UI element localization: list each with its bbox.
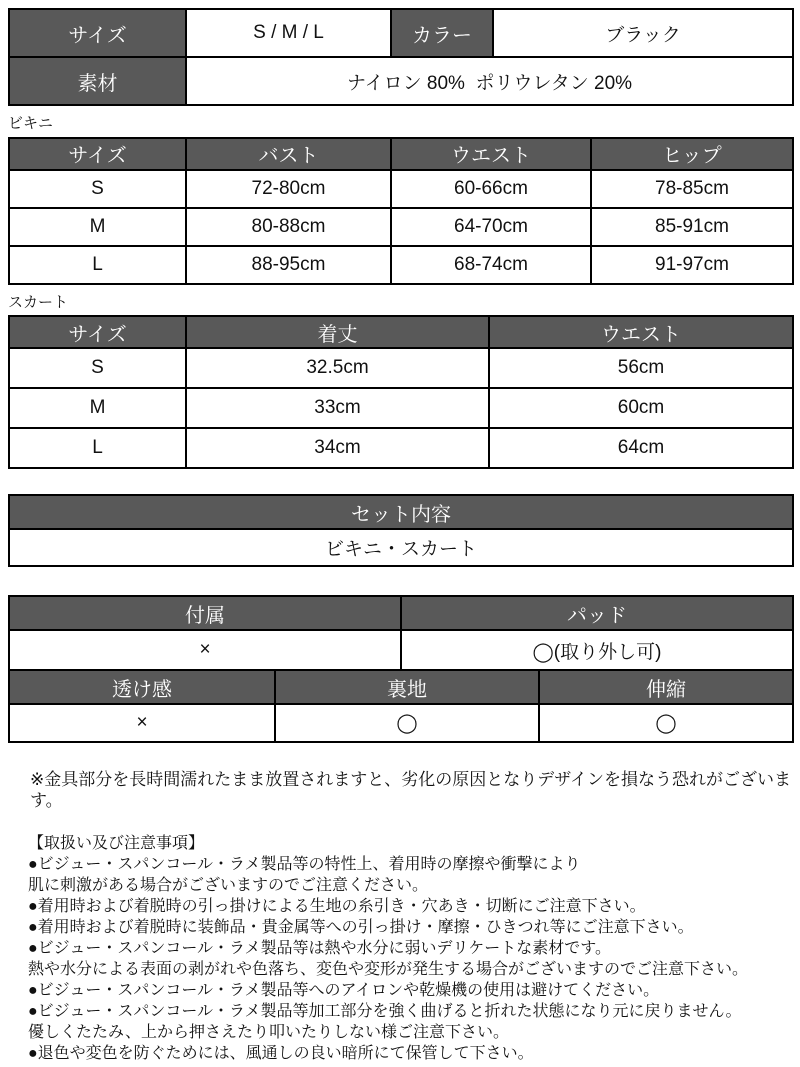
handling-note-line: 熱や水分による表面の剥がれや色落ち、変色や変形が発生する場合がございますのでご注意下さい。 [28,960,749,978]
table-cell: S [9,170,186,208]
spec-table [8,8,794,106]
accessory-value-cell: × [9,630,401,670]
handling-note-line: ●ビジュー・スパンコール・ラメ製品等は熱や水分に弱いデリケートな素材です。 [28,939,611,957]
accessory-pad-header-row [9,596,793,630]
table-cell: 88-95cm [186,246,391,284]
handling-notes-title: 【取扱い及び注意事項】 [28,834,205,852]
pad-header-cell: パッド [401,596,793,630]
table-cell: 32.5cm [186,348,489,388]
pad-value-cell: ◯(取り外し可) [401,630,793,670]
bikini-size-table [8,137,794,285]
color-header-cell: カラー [391,9,493,57]
table-cell: 85-91cm [591,208,793,246]
table-cell: 91-97cm [591,246,793,284]
skirt-size-table [8,315,794,469]
bikini-row-s [9,170,793,208]
skirt-row-s [9,348,793,388]
accessory-pad-value-row [9,630,793,670]
handling-note-line: ●着用時および着脱時の引っ掛けによる生地の糸引き・穴あき・切断にご注意下さい。 [28,897,646,915]
skirt-row-m [9,388,793,428]
table-cell: 60-66cm [391,170,591,208]
stretch-value-cell: ◯ [539,704,793,742]
bikini-header-row [9,138,793,170]
bikini-row-l [9,246,793,284]
accessory-pad-table [8,595,794,671]
table-header-cell: 着丈 [186,316,489,348]
table-header-cell: ウエスト [391,138,591,170]
table-cell: 72-80cm [186,170,391,208]
spec-row-material [9,57,793,105]
set-contents-value-row [9,529,793,566]
bikini-section-label: ビキニ [8,115,54,132]
size-header-cell: サイズ [9,9,186,57]
table-cell: 78-85cm [591,170,793,208]
set-contents-header-row [9,495,793,529]
handling-note-line: ●退色や変色を防ぐためには、風通しの良い暗所にて保管して下さい。 [28,1044,534,1062]
table-cell: M [9,208,186,246]
material-value-cell: ナイロン 80% ポリウレタン 20% [186,57,793,105]
table-cell: M [9,388,186,428]
table-cell: 60cm [489,388,793,428]
material-header-cell: 素材 [9,57,186,105]
table-cell: 33cm [186,388,489,428]
table-cell: 68-74cm [391,246,591,284]
table-header-cell: ヒップ [591,138,793,170]
table-cell: 64-70cm [391,208,591,246]
accessory-header-cell: 付属 [9,596,401,630]
handling-notes-list [28,854,788,1064]
skirt-row-l [9,428,793,468]
table-cell: 80-88cm [186,208,391,246]
set-contents-value-cell: ビキニ・スカート [9,529,793,566]
table-header-cell: サイズ [9,138,186,170]
handling-note-line: ●ビジュー・スパンコール・ラメ製品等加工部分を強く曲げると折れた状態になり元に戻りません。 [28,1002,742,1020]
lining-header-cell: 裏地 [275,670,539,704]
skirt-section-label: スカート [8,293,69,311]
handling-note-line: 肌に刺激がある場合がございますのでご注意ください。 [28,876,429,894]
set-contents-header-cell: セット内容 [9,495,793,529]
sheerness-value-row [9,704,793,742]
handling-note-line: ●着用時および着脱時に装飾品・貴金属等への引っ掛け・摩擦・ひきつれ等にご注意下さい。 [28,918,694,936]
color-value-cell: ブラック [493,9,793,57]
metal-parts-warning: ※金具部分を長時間濡れたまま放置されますと、劣化の原因となりデザインを損なう恐れがございます。 [30,770,792,811]
handling-note-line: ●ビジュー・スパンコール・ラメ製品等の特性上、着用時の摩擦や衝撃により [28,855,581,873]
size-value-cell: S / M / L [186,9,391,57]
handling-note-line: ●ビジュー・スパンコール・ラメ製品等へのアイロンや乾燥機の使用は避けてください。 [28,981,660,999]
lining-value-cell: ◯ [275,704,539,742]
stretch-header-cell: 伸縮 [539,670,793,704]
bikini-row-m [9,208,793,246]
sheerness-lining-stretch-table [8,669,794,743]
sheerness-header-cell: 透け感 [9,670,275,704]
table-header-cell: サイズ [9,316,186,348]
sheerness-value-cell: × [9,704,275,742]
handling-note-line: 優しくたたみ、上から押さえたり叩いたりしない様ご注意下さい。 [28,1023,509,1041]
table-cell: 34cm [186,428,489,468]
set-contents-table [8,494,794,567]
table-cell: S [9,348,186,388]
sheerness-header-row [9,670,793,704]
table-header-cell: ウエスト [489,316,793,348]
table-cell: 64cm [489,428,793,468]
spec-row-size-color [9,9,793,57]
table-cell: L [9,246,186,284]
table-cell: L [9,428,186,468]
table-cell: 56cm [489,348,793,388]
skirt-header-row [9,316,793,348]
table-header-cell: バスト [186,138,391,170]
